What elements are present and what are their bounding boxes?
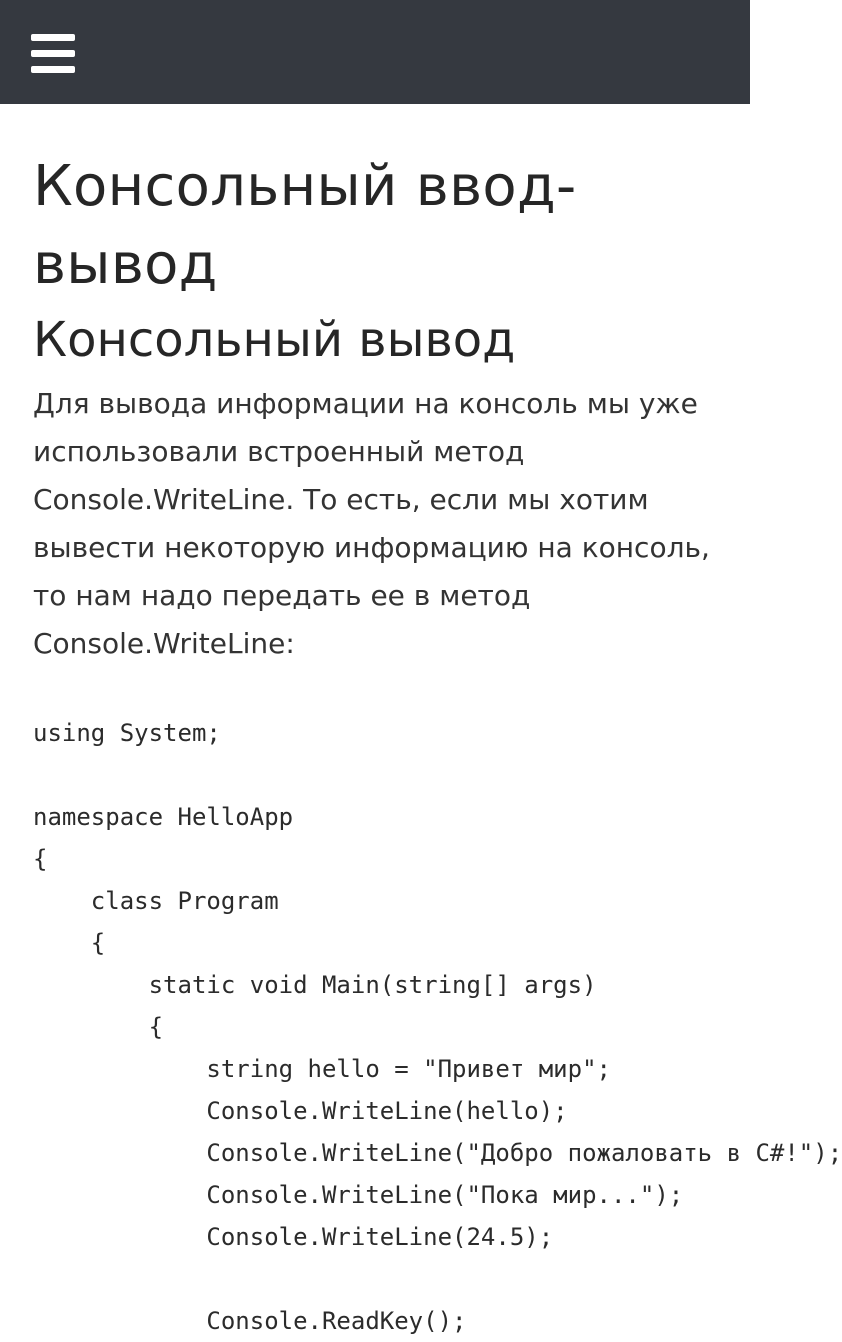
code-line: Console.WriteLine(hello);	[33, 1097, 568, 1125]
code-listing	[33, 712, 842, 1342]
section-heading: Консольный вывод	[33, 312, 516, 368]
code-line	[33, 754, 720, 796]
code-block	[33, 712, 842, 1335]
code-line: {	[33, 1013, 164, 1041]
code-line	[33, 1258, 720, 1300]
code-line: string hello = "Привет мир";	[33, 1055, 611, 1083]
menu-line	[31, 50, 75, 57]
page-title: Консольный ввод-вывод	[33, 154, 577, 297]
code-line: static void Main(string[] args)	[33, 971, 597, 999]
code-line: {	[33, 845, 48, 873]
code-line: Console.ReadKey();	[33, 1307, 467, 1335]
article-content	[33, 148, 723, 668]
menu-line	[31, 34, 75, 41]
code-line: Console.WriteLine("Пока мир...");	[33, 1181, 684, 1209]
code-line: Console.WriteLine(24.5);	[33, 1223, 554, 1251]
menu-line	[31, 66, 75, 73]
intro-paragraph: Для вывода информации на консоль мы уже использовали встроенный метод Console.WriteLine. То есть, если мы хотим вывести некоторую информацию на консоль, то нам надо передать ее в метод Console.WriteLine:	[33, 387, 710, 660]
top-navigation-bar	[0, 0, 750, 104]
code-line: {	[33, 929, 106, 957]
code-line: Console.WriteLine("Добро пожаловать в C#!");	[33, 1139, 842, 1167]
hamburger-menu-icon[interactable]	[31, 34, 75, 74]
code-line: using System;	[33, 719, 221, 747]
code-line: namespace HelloApp	[33, 803, 294, 831]
code-line: class Program	[33, 887, 279, 915]
